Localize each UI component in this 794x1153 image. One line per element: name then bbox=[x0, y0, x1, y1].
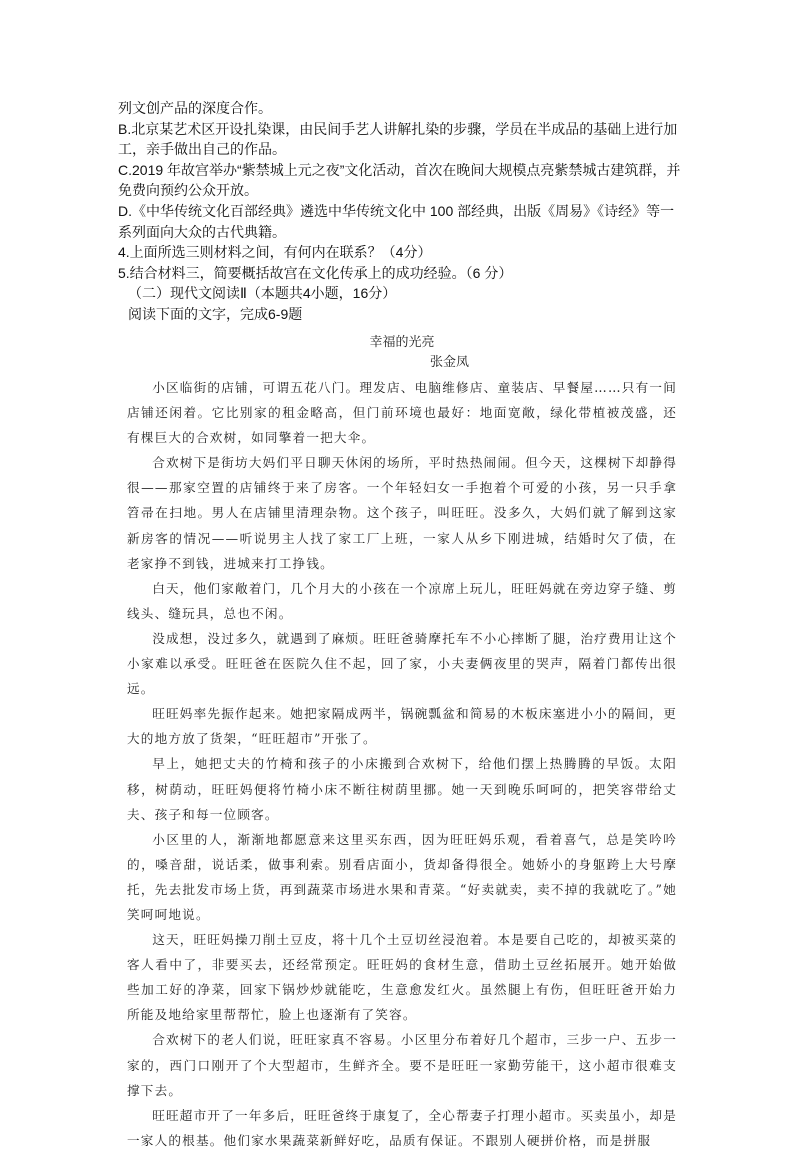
option-a-continuation: 列文创产品的深度合作。 bbox=[118, 100, 272, 116]
passage-paragraph: 旺旺超市开了一年多后，旺旺爸终于康复了，全心帮妻子打理小超市。买卖虽小，却是一家人的根基。他们家水果蔬菜新鲜好吃，品质有保证。不跟别人硬拼价格，而是拼服 bbox=[127, 1107, 677, 1148]
option-b: B.北京某艺术区开设扎染课，由民间手艺人讲解扎染的步骤，学员在半成品的基础上进行加工，亲手做出自己的作品。 bbox=[118, 120, 678, 158]
passage-paragraph: 小区临街的店铺，可谓五花八门。理发店、电脑维修店、童装店、早餐屋……只有一间店铺还闲着。它比别家的租金略高，但门前环境也最好：地面宽敞，绿化带植被茂盛，还有棵巨大的合欢树，如同擎着一把大伞。 bbox=[127, 380, 677, 446]
section-heading: （二）现代文阅读Ⅱ（本题共4小题，16分） bbox=[128, 285, 397, 302]
passage-author: 张金凤 bbox=[429, 355, 469, 370]
passage-paragraph: 旺旺妈率先振作起来。她把家隔成两半，锅碗瓢盆和简易的木板床塞进小小的隔间，更大的地方放了货架，“旺旺超市”开张了。 bbox=[127, 706, 677, 747]
reading-passage bbox=[127, 333, 677, 1153]
passage-paragraph: 早上，她把丈夫的竹椅和孩子的小床搬到合欢树下，给他们摆上热腾腾的早饭。太阳移，树荫动，旺旺妈便将竹椅小床不断往树荫里挪。她一天到晚乐呵呵的，把笑容带给丈夫、孩子和每一位顾客。 bbox=[127, 756, 677, 822]
passage-paragraph: 白天，他们家敞着门，几个月大的小孩在一个凉席上玩儿，旺旺妈就在旁边穿子缝、剪线头、缝玩具，总也不闲。 bbox=[127, 580, 677, 621]
option-c: C.2019 年故宫举办“紫禁城上元之夜”文化活动，首次在晚间大规模点亮紫禁城古建筑群，并免费向预约公众开放。 bbox=[118, 161, 681, 199]
question-4: 4.上面所选三则材料之间，有何内在联系？（4分） bbox=[118, 244, 432, 261]
question-5: 5.结合材料三，简要概括故宫在文化传承上的成功经验。（6 分） bbox=[118, 264, 513, 281]
passage-title: 幸福的光亮 bbox=[369, 335, 435, 350]
question-block bbox=[118, 98, 684, 325]
passage-paragraph: 合欢树下是街坊大妈们平日聊天休闲的场所，平时热热闹闹。但今天，这棵树下却静得很——那家空置的店铺终于来了房客。一个年轻妇女一手抱着个可爱的小孩，另一只手拿笤帚在扫地。男人在店铺里清理杂物。这个孩子，叫旺旺。没多久，大妈们就了解到这家新房客的情况——听说男主人找了家工厂上班，一家人从乡下刚进城，结婚时欠了债，在老家挣不到钱，进城来打工挣钱。 bbox=[127, 455, 677, 571]
section-instruction: 阅读下面的文字，完成6-9题 bbox=[128, 305, 303, 322]
passage-paragraph: 没成想，没过多久，就遇到了麻烦。旺旺爸骑摩托车不小心摔断了腿，治疗费用让这个小家难以承受。旺旺爸在医院久住不起，回了家，小夫妻俩夜里的哭声，隔着门都传出很远。 bbox=[127, 630, 677, 697]
option-d: D.《中华传统文化百部经典》遴选中华传统文化中 100 部经典，出版《周易》《诗经》等一系列面向大众的古代典籍。 bbox=[118, 202, 675, 240]
passage-paragraph: 小区里的人，渐渐地都愿意来这里买东西，因为旺旺妈乐观，看着喜气，总是笑吟吟的，嗓音甜，说话柔，做事利索。别看店面小，货却备得很全。她娇小的身躯跨上大号摩托，先去批发市场上货，再到蔬菜市场进水果和青菜。“好卖就卖，卖不掉的我就吃了。”她笑呵呵地说。 bbox=[127, 831, 677, 922]
passage-paragraph: 合欢树下的老人们说，旺旺家真不容易。小区里分布着好几个超市，三步一户、五步一家的，西门口刚开了个大型超市，生鲜齐全。要不是旺旺一家勤劳能干，这小超市很难支撑下去。 bbox=[127, 1032, 677, 1098]
passage-paragraph: 这天，旺旺妈操刀削土豆皮，将十几个土豆切丝浸泡着。本是要自己吃的，却被买菜的客人看中了，非要买去，还经常预定。旺旺妈的食材生意，借助土豆丝拓展开。她开始做些加工好的净菜，回家下锅炒炒就能吃，生意愈发红火。虽然腿上有伤，但旺旺爸开始力所能及地给家里帮帮忙，脸上也逐渐有了笑容。 bbox=[127, 932, 677, 1023]
